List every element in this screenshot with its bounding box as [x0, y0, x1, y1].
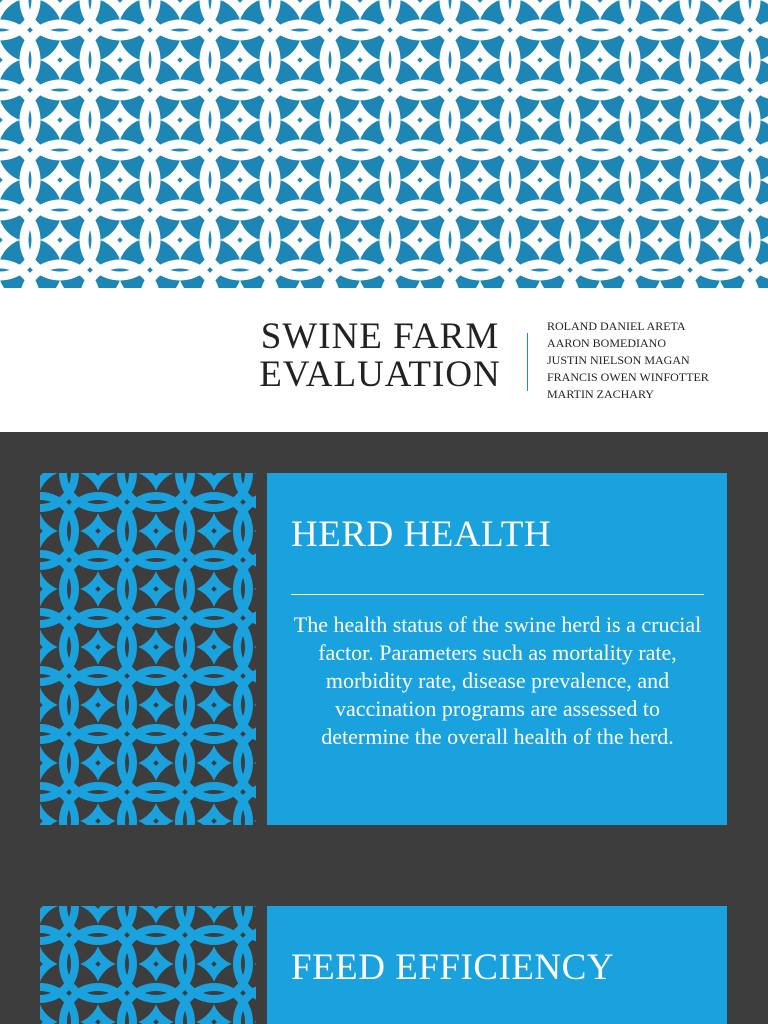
feed-efficiency-panel — [267, 906, 727, 1024]
author-name: ROLAND DANIEL ARETA — [547, 319, 686, 333]
ring-pattern-graphic — [0, 0, 768, 288]
side-pattern-herd-health — [40, 473, 256, 825]
author-list — [547, 318, 709, 403]
presentation-title — [246, 318, 514, 394]
section-body: The health status of the swine herd is a crucial factor. Parameters such as mortality rate, morbidity rate, disease prevalence, and vaccination programs are assessed to determine the overall health of the herd. — [293, 612, 702, 749]
author-name: AARON BOMEDIANO — [547, 336, 666, 350]
title-line-1: SWINE FARM — [260, 316, 500, 357]
cover-slide — [0, 0, 768, 432]
ring-pattern-graphic — [40, 473, 256, 825]
side-pattern-feed-efficiency — [40, 906, 256, 1024]
section-heading: FEED EFFICIENCY — [291, 947, 615, 988]
ring-pattern-graphic — [40, 906, 256, 1024]
cover-pattern-banner — [0, 0, 768, 288]
author-name: MARTIN ZACHARY — [547, 387, 654, 401]
author-name: FRANCIS OWEN WINFOTTER — [547, 370, 709, 384]
content-slides — [0, 432, 768, 1024]
section-heading: HERD HEALTH — [291, 514, 552, 555]
title-divider — [527, 333, 528, 391]
title-line-2: EVALUATION — [259, 354, 501, 395]
herd-health-panel — [267, 473, 727, 825]
author-name: JUSTIN NIELSON MAGAN — [547, 353, 690, 367]
heading-divider — [291, 594, 704, 595]
